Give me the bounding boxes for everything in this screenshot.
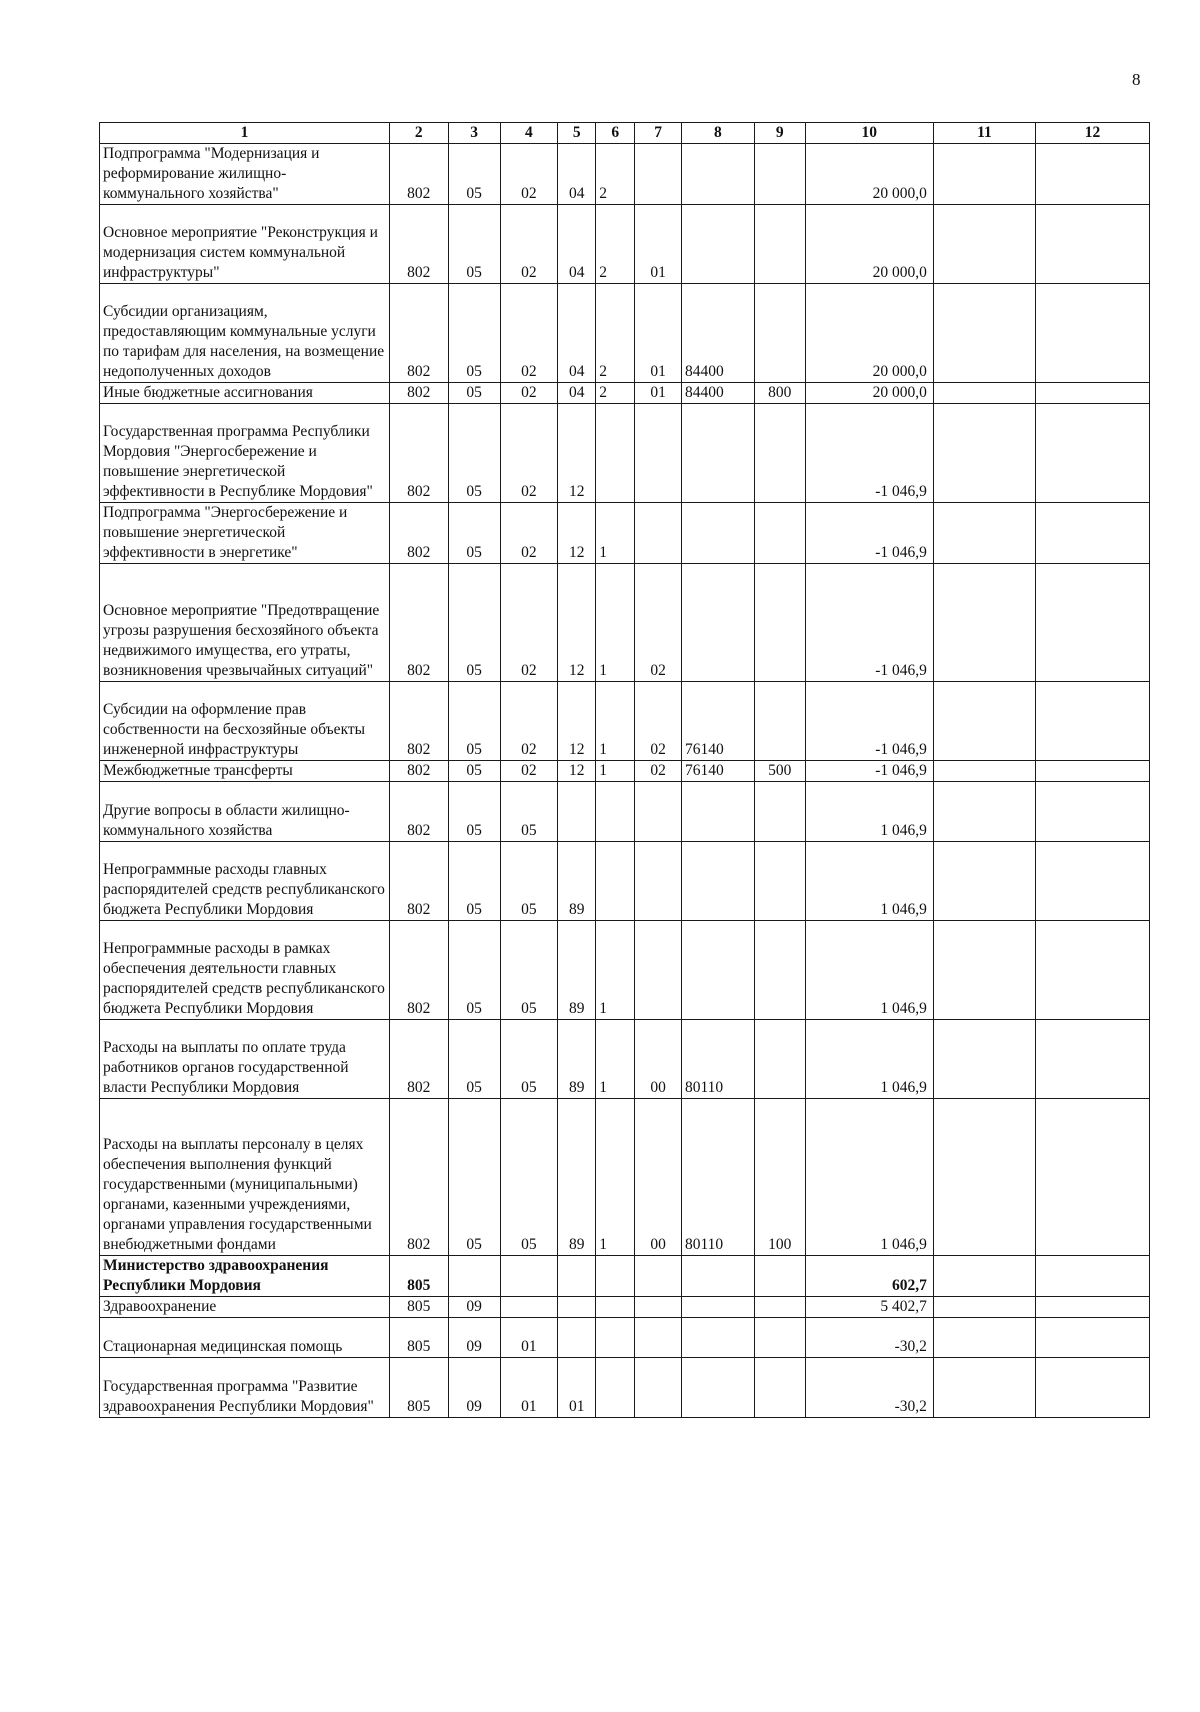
row-name-cell: Основное мероприятие "Предотвращение угрозы разрушения бесхозяйного объекта недвижимого имущества, его утраты, возникновения чрезвычайных ситуаций"	[100, 564, 390, 682]
row-name-cell: Министерство здравоохранения Республики Мордовия	[100, 1256, 390, 1297]
cell-col-5: 04	[558, 144, 596, 205]
table-row	[100, 1099, 1150, 1256]
cell-col-7	[635, 503, 682, 564]
table-row	[100, 761, 1150, 782]
cell-col-9	[754, 921, 805, 1020]
cell-col-12	[1035, 1358, 1149, 1418]
cell-col-4: 01	[500, 1358, 558, 1418]
cell-col-2: 802	[389, 284, 448, 383]
cell-col-7	[635, 782, 682, 842]
column-header-8: 8	[681, 123, 754, 144]
cell-col-4: 01	[500, 1318, 558, 1358]
cell-col-12	[1035, 144, 1149, 205]
column-header-12: 12	[1035, 123, 1149, 144]
table-row	[100, 205, 1150, 284]
cell-col-9	[754, 205, 805, 284]
row-name-cell: Субсидии организациям, предоставляющим коммунальные услуги по тарифам для населения, на возмещение недополученных доходов	[100, 284, 390, 383]
cell-col-9	[754, 1297, 805, 1318]
cell-col-7	[635, 1256, 682, 1297]
row-name-cell: Иные бюджетные ассигнования	[100, 383, 390, 404]
cell-col-4: 05	[500, 1020, 558, 1099]
cell-col-10: 5 402,7	[805, 1297, 933, 1318]
cell-col-11	[933, 1318, 1035, 1358]
row-name-cell: Государственная программа Республики Мордовия "Энергосбережение и повышение энергетической эффективности в Республике Мордовия"	[100, 404, 390, 503]
table-row	[100, 1256, 1150, 1297]
cell-col-12	[1035, 842, 1149, 921]
cell-col-2: 802	[389, 205, 448, 284]
cell-col-12	[1035, 761, 1149, 782]
row-name-cell: Расходы на выплаты персоналу в целях обеспечения выполнения функций государственными (муниципальными) органами, казенными учреждениями, органами управления государственными внебюджетными фондами	[100, 1099, 390, 1256]
cell-col-11	[933, 782, 1035, 842]
row-name-cell: Здравоохранение	[100, 1297, 390, 1318]
cell-col-6: 2	[596, 383, 635, 404]
cell-col-11	[933, 1297, 1035, 1318]
table-row	[100, 144, 1150, 205]
cell-col-10: -1 046,9	[805, 564, 933, 682]
cell-col-11	[933, 503, 1035, 564]
row-name-cell: Государственная программа "Развитие здравоохранения Республики Мордовия"	[100, 1358, 390, 1418]
cell-col-10: -30,2	[805, 1358, 933, 1418]
column-header-1: 1	[100, 123, 390, 144]
column-header-9: 9	[754, 123, 805, 144]
column-header-7: 7	[635, 123, 682, 144]
cell-col-11	[933, 921, 1035, 1020]
cell-col-3: 05	[448, 1099, 500, 1256]
cell-col-7	[635, 1358, 682, 1418]
cell-col-10: 20 000,0	[805, 284, 933, 383]
cell-col-5: 89	[558, 842, 596, 921]
cell-col-9	[754, 503, 805, 564]
row-name-cell: Субсидии на оформление прав собственности на бесхозяйные объекты инженерной инфраструктуры	[100, 682, 390, 761]
cell-col-6	[596, 782, 635, 842]
cell-col-3: 05	[448, 761, 500, 782]
cell-col-11	[933, 144, 1035, 205]
cell-col-3: 05	[448, 564, 500, 682]
cell-col-4	[500, 1297, 558, 1318]
cell-col-10: 1 046,9	[805, 842, 933, 921]
cell-col-5: 12	[558, 404, 596, 503]
cell-col-5	[558, 1318, 596, 1358]
cell-col-10: 1 046,9	[805, 1099, 933, 1256]
cell-col-3: 05	[448, 842, 500, 921]
cell-col-6	[596, 1318, 635, 1358]
cell-col-7	[635, 404, 682, 503]
cell-col-8	[681, 921, 754, 1020]
cell-col-2: 802	[389, 1099, 448, 1256]
cell-col-10: -1 046,9	[805, 682, 933, 761]
table-row	[100, 782, 1150, 842]
column-header-2: 2	[389, 123, 448, 144]
cell-col-7: 01	[635, 205, 682, 284]
cell-col-11	[933, 1256, 1035, 1297]
cell-col-8	[681, 842, 754, 921]
cell-col-10: 20 000,0	[805, 383, 933, 404]
cell-col-3: 09	[448, 1297, 500, 1318]
cell-col-10: 1 046,9	[805, 1020, 933, 1099]
cell-col-10: 20 000,0	[805, 144, 933, 205]
cell-col-6	[596, 1297, 635, 1318]
cell-col-12	[1035, 1318, 1149, 1358]
cell-col-9: 800	[754, 383, 805, 404]
cell-col-6: 1	[596, 921, 635, 1020]
row-name-cell: Непрограммные расходы в рамках обеспечения деятельности главных распорядителей средств республиканского бюджета Республики Мордовия	[100, 921, 390, 1020]
cell-col-7	[635, 842, 682, 921]
cell-col-8: 84400	[681, 383, 754, 404]
cell-col-2: 802	[389, 503, 448, 564]
cell-col-4: 02	[500, 144, 558, 205]
cell-col-8	[681, 503, 754, 564]
cell-col-8	[681, 1318, 754, 1358]
cell-col-8: 80110	[681, 1020, 754, 1099]
cell-col-12	[1035, 1256, 1149, 1297]
cell-col-10: -1 046,9	[805, 503, 933, 564]
column-header-10: 10	[805, 123, 933, 144]
cell-col-6: 1	[596, 503, 635, 564]
cell-col-11	[933, 682, 1035, 761]
cell-col-12	[1035, 1297, 1149, 1318]
cell-col-8: 76140	[681, 761, 754, 782]
cell-col-6: 1	[596, 1020, 635, 1099]
cell-col-9	[754, 842, 805, 921]
cell-col-8	[681, 1358, 754, 1418]
cell-col-2: 805	[389, 1297, 448, 1318]
cell-col-8	[681, 1256, 754, 1297]
cell-col-7	[635, 921, 682, 1020]
cell-col-12	[1035, 921, 1149, 1020]
cell-col-9	[754, 144, 805, 205]
cell-col-7	[635, 1318, 682, 1358]
cell-col-5: 01	[558, 1358, 596, 1418]
row-name-cell: Непрограммные расходы главных распорядителей средств республиканского бюджета Республики Мордовия	[100, 842, 390, 921]
cell-col-8	[681, 404, 754, 503]
cell-col-6: 1	[596, 761, 635, 782]
cell-col-8: 84400	[681, 284, 754, 383]
cell-col-5: 89	[558, 921, 596, 1020]
cell-col-11	[933, 1358, 1035, 1418]
cell-col-5: 04	[558, 383, 596, 404]
cell-col-4: 02	[500, 205, 558, 284]
cell-col-3: 05	[448, 921, 500, 1020]
cell-col-9: 100	[754, 1099, 805, 1256]
row-name-cell: Межбюджетные трансферты	[100, 761, 390, 782]
column-header-4: 4	[500, 123, 558, 144]
cell-col-11	[933, 1099, 1035, 1256]
cell-col-8	[681, 564, 754, 682]
cell-col-9	[754, 1256, 805, 1297]
cell-col-9	[754, 404, 805, 503]
cell-col-8	[681, 1297, 754, 1318]
cell-col-3: 05	[448, 682, 500, 761]
cell-col-3: 05	[448, 144, 500, 205]
cell-col-5: 12	[558, 682, 596, 761]
cell-col-4: 02	[500, 503, 558, 564]
cell-col-12	[1035, 503, 1149, 564]
cell-col-2: 805	[389, 1318, 448, 1358]
column-header-5: 5	[558, 123, 596, 144]
cell-col-4: 05	[500, 1099, 558, 1256]
cell-col-5	[558, 1256, 596, 1297]
table-row	[100, 404, 1150, 503]
cell-col-9: 500	[754, 761, 805, 782]
cell-col-6: 2	[596, 144, 635, 205]
cell-col-5: 89	[558, 1020, 596, 1099]
cell-col-12	[1035, 383, 1149, 404]
cell-col-10: 20 000,0	[805, 205, 933, 284]
cell-col-4: 02	[500, 284, 558, 383]
cell-col-11	[933, 564, 1035, 682]
cell-col-9	[754, 564, 805, 682]
cell-col-6	[596, 1256, 635, 1297]
cell-col-4: 05	[500, 842, 558, 921]
table-row	[100, 564, 1150, 682]
cell-col-5: 04	[558, 284, 596, 383]
cell-col-11	[933, 761, 1035, 782]
cell-col-2: 802	[389, 564, 448, 682]
cell-col-4: 05	[500, 921, 558, 1020]
cell-col-5: 04	[558, 205, 596, 284]
cell-col-9	[754, 1318, 805, 1358]
cell-col-10: -30,2	[805, 1318, 933, 1358]
cell-col-2: 802	[389, 1020, 448, 1099]
cell-col-12	[1035, 782, 1149, 842]
cell-col-7: 02	[635, 761, 682, 782]
cell-col-12	[1035, 564, 1149, 682]
row-name-cell: Другие вопросы в области жилищно-коммунального хозяйства	[100, 782, 390, 842]
cell-col-3: 09	[448, 1318, 500, 1358]
cell-col-5: 12	[558, 503, 596, 564]
cell-col-4: 05	[500, 782, 558, 842]
cell-col-5	[558, 1297, 596, 1318]
cell-col-7: 01	[635, 284, 682, 383]
cell-col-2: 805	[389, 1358, 448, 1418]
cell-col-3	[448, 1256, 500, 1297]
cell-col-12	[1035, 205, 1149, 284]
cell-col-11	[933, 404, 1035, 503]
cell-col-4	[500, 1256, 558, 1297]
column-header-3: 3	[448, 123, 500, 144]
cell-col-5: 12	[558, 761, 596, 782]
cell-col-2: 802	[389, 842, 448, 921]
cell-col-5	[558, 782, 596, 842]
cell-col-3: 05	[448, 782, 500, 842]
row-name-cell: Подпрограмма "Модернизация и реформирование жилищно-коммунального хозяйства"	[100, 144, 390, 205]
column-header-6: 6	[596, 123, 635, 144]
cell-col-5: 89	[558, 1099, 596, 1256]
table-row	[100, 1318, 1150, 1358]
cell-col-3: 09	[448, 1358, 500, 1418]
table-body	[100, 144, 1150, 1418]
cell-col-11	[933, 842, 1035, 921]
cell-col-7: 01	[635, 383, 682, 404]
row-name-cell: Подпрограмма "Энергосбережение и повышение энергетической эффективности в энергетике"	[100, 503, 390, 564]
cell-col-12	[1035, 1020, 1149, 1099]
cell-col-11	[933, 1020, 1035, 1099]
cell-col-2: 802	[389, 383, 448, 404]
cell-col-12	[1035, 682, 1149, 761]
cell-col-10: -1 046,9	[805, 404, 933, 503]
cell-col-11	[933, 284, 1035, 383]
cell-col-10: 1 046,9	[805, 921, 933, 1020]
cell-col-12	[1035, 1099, 1149, 1256]
cell-col-6	[596, 404, 635, 503]
cell-col-9	[754, 1358, 805, 1418]
cell-col-12	[1035, 284, 1149, 383]
cell-col-2: 802	[389, 682, 448, 761]
cell-col-9	[754, 682, 805, 761]
cell-col-11	[933, 383, 1035, 404]
cell-col-7	[635, 144, 682, 205]
table-row	[100, 1020, 1150, 1099]
cell-col-8	[681, 205, 754, 284]
cell-col-2: 805	[389, 1256, 448, 1297]
cell-col-10: 1 046,9	[805, 782, 933, 842]
table-row	[100, 383, 1150, 404]
cell-col-11	[933, 205, 1035, 284]
table-row	[100, 921, 1150, 1020]
cell-col-6	[596, 1358, 635, 1418]
cell-col-3: 05	[448, 404, 500, 503]
cell-col-8: 76140	[681, 682, 754, 761]
cell-col-9	[754, 1020, 805, 1099]
cell-col-3: 05	[448, 383, 500, 404]
cell-col-6	[596, 842, 635, 921]
cell-col-7: 00	[635, 1020, 682, 1099]
row-name-cell: Расходы на выплаты по оплате труда работников органов государственной власти Республики Мордовия	[100, 1020, 390, 1099]
cell-col-2: 802	[389, 761, 448, 782]
cell-col-8	[681, 782, 754, 842]
cell-col-2: 802	[389, 782, 448, 842]
cell-col-6: 1	[596, 1099, 635, 1256]
budget-table	[99, 122, 1150, 1418]
cell-col-7	[635, 1297, 682, 1318]
cell-col-6: 1	[596, 682, 635, 761]
cell-col-6: 1	[596, 564, 635, 682]
cell-col-4: 02	[500, 383, 558, 404]
cell-col-8: 80110	[681, 1099, 754, 1256]
cell-col-8	[681, 144, 754, 205]
cell-col-7: 02	[635, 682, 682, 761]
cell-col-3: 05	[448, 503, 500, 564]
table-row	[100, 842, 1150, 921]
cell-col-10: -1 046,9	[805, 761, 933, 782]
cell-col-9	[754, 782, 805, 842]
cell-col-2: 802	[389, 404, 448, 503]
cell-col-3: 05	[448, 1020, 500, 1099]
table-row	[100, 503, 1150, 564]
cell-col-3: 05	[448, 284, 500, 383]
cell-col-6: 2	[596, 284, 635, 383]
cell-col-4: 02	[500, 404, 558, 503]
cell-col-5: 12	[558, 564, 596, 682]
row-name-cell: Основное мероприятие "Реконструкция и модернизация систем коммунальной инфраструктуры"	[100, 205, 390, 284]
cell-col-4: 02	[500, 682, 558, 761]
cell-col-2: 802	[389, 144, 448, 205]
cell-col-12	[1035, 404, 1149, 503]
cell-col-4: 02	[500, 761, 558, 782]
table-row	[100, 1358, 1150, 1418]
table-row	[100, 1297, 1150, 1318]
cell-col-10: 602,7	[805, 1256, 933, 1297]
cell-col-4: 02	[500, 564, 558, 682]
table-row	[100, 682, 1150, 761]
cell-col-6: 2	[596, 205, 635, 284]
cell-col-2: 802	[389, 921, 448, 1020]
cell-col-7: 02	[635, 564, 682, 682]
header-row	[100, 123, 1150, 144]
cell-col-9	[754, 284, 805, 383]
table-row	[100, 284, 1150, 383]
page-number: 8	[1132, 70, 1141, 89]
column-header-11: 11	[933, 123, 1035, 144]
cell-col-3: 05	[448, 205, 500, 284]
row-name-cell: Стационарная медицинская помощь	[100, 1318, 390, 1358]
cell-col-7: 00	[635, 1099, 682, 1256]
